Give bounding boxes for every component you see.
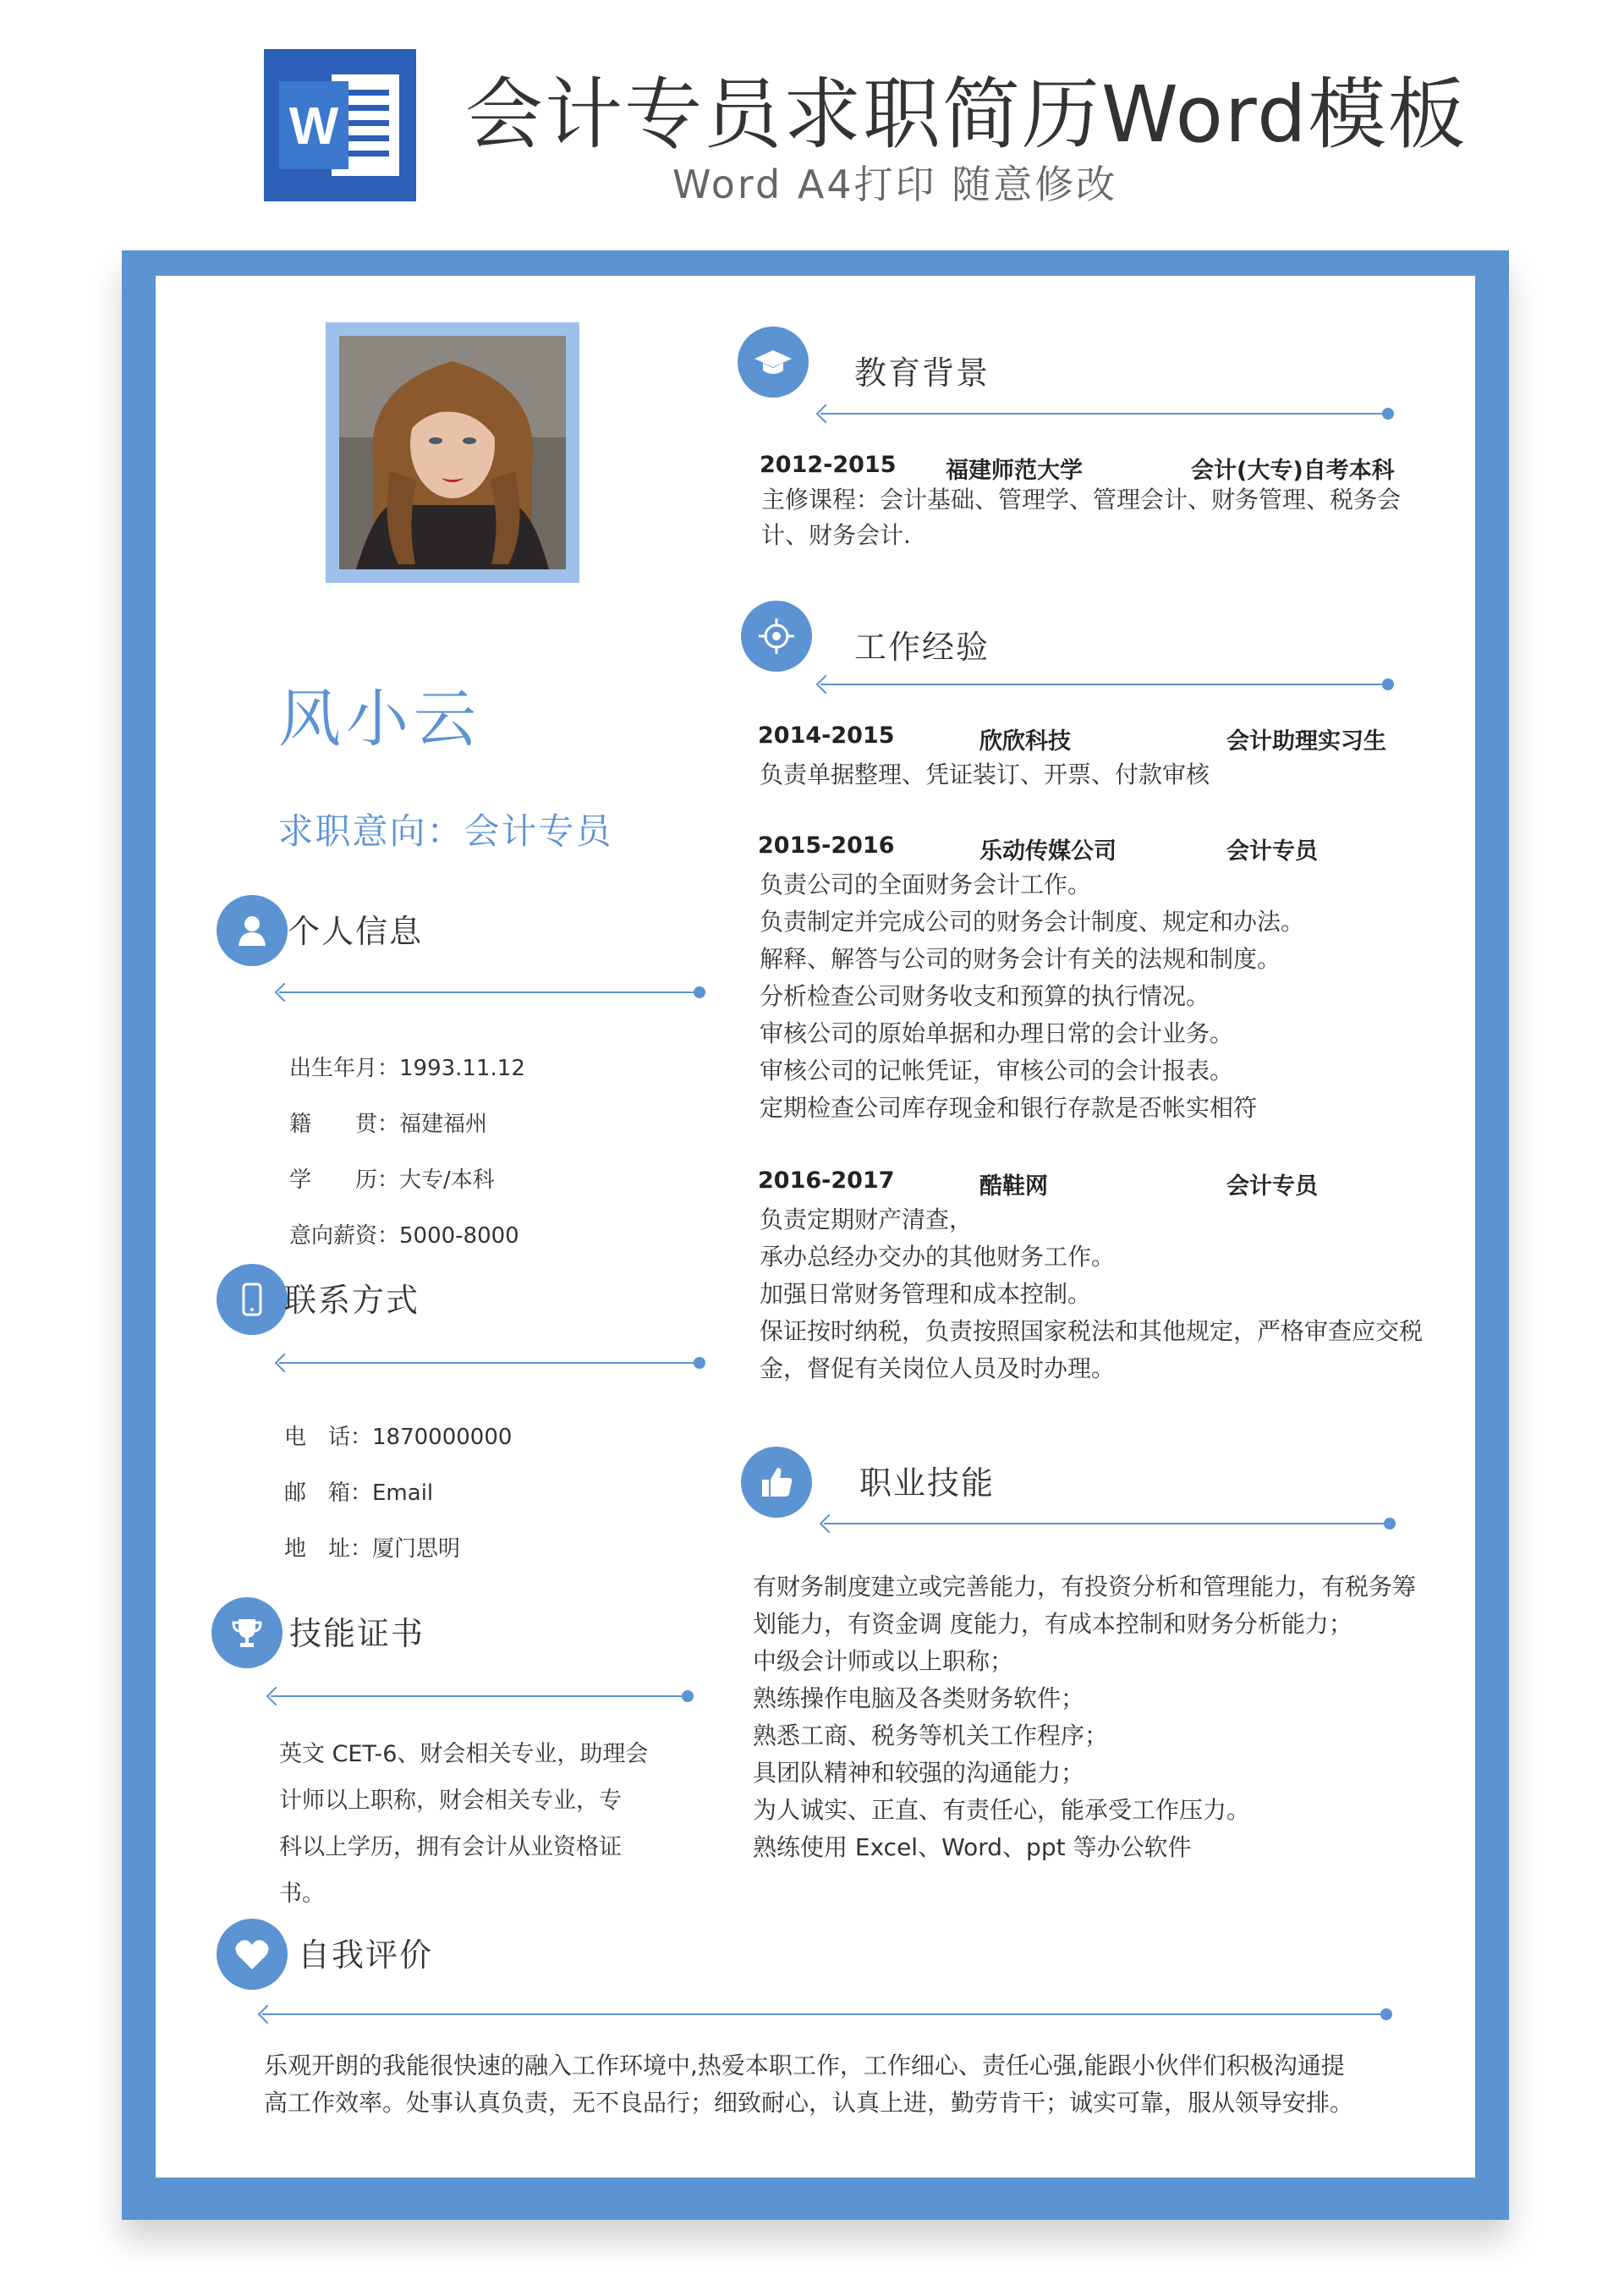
job-row (758, 1167, 1435, 1200)
job-line: 金，督促有关岗位人员及时办理。 (760, 1354, 1116, 1382)
skills-text (753, 1568, 1416, 1866)
certificates-line: 科以上学历，拥有会计从业资格证 (279, 1834, 622, 1860)
skills-line: 为人诚实、正直、有责任心，能承受工作压力。 (753, 1796, 1251, 1824)
certificates-divider (271, 1695, 689, 1697)
certificates-line: 计师以上职称，财会相关专业，专 (279, 1788, 622, 1814)
experience-divider (820, 684, 1389, 685)
self-evaluation-text (264, 2047, 1353, 2122)
education-period: 2012-2015 (760, 452, 897, 478)
info-birth: 出生年月：1993.11.12 (289, 1056, 525, 1081)
job-period: 2015-2016 (758, 832, 895, 859)
education-degree: 会计(大专)自考本科 (1191, 458, 1395, 484)
user-icon (217, 895, 288, 966)
job-description (760, 756, 1210, 794)
resume-paper (156, 276, 1475, 2178)
job-line: 审核公司的记帐凭证，审核公司的会计报表。 (760, 1057, 1234, 1085)
job-line: 负责定期财产清查， (760, 1206, 974, 1233)
job-company: 乐动传媒公司 (979, 838, 1116, 865)
job-description (760, 866, 1304, 1127)
job-intent: 求职意向：会计专员 (277, 810, 613, 852)
profile-photo (326, 322, 579, 583)
education-line: 主修课程：会计基础、管理学、管理会计、财务管理、税务会 (761, 486, 1402, 514)
skills-line: 具团队精神和较强的沟通能力； (753, 1759, 1085, 1787)
skills-line: 熟练操作电脑及各类财务软件； (753, 1684, 1085, 1712)
info-salary: 意向薪资：5000-8000 (289, 1223, 519, 1249)
graduation-cap-icon (738, 327, 809, 398)
job-line: 负责公司的全面财务会计工作。 (760, 871, 1092, 898)
education-school: 福建师范大学 (946, 458, 1083, 484)
skills-line: 熟练使用 Excel、Word、ppt 等办公软件 (753, 1833, 1192, 1861)
skills-line: 划能力，有资金调 度能力，有成本控制和财务分析能力； (753, 1610, 1352, 1638)
certificates-line: 英文 CET-6、财会相关专业，助理会 (279, 1741, 649, 1767)
contact-title: 联系方式 (284, 1282, 420, 1319)
resume-frame (122, 250, 1509, 2220)
job-line: 负责制定并完成公司的财务会计制度、规定和办法。 (760, 908, 1305, 936)
personal-info-title: 个人信息 (288, 913, 424, 950)
skills-title: 职业技能 (859, 1464, 996, 1502)
self-evaluation-line: 高工作效率。处事认真负责，无不良品行；细致耐心，认真上进，勤劳肯干；诚实可靠，服从领导安排。 (264, 2089, 1354, 2117)
contact-address: 地 址：厦门思明 (284, 1536, 461, 1562)
candidate-name: 风小云 (278, 683, 481, 755)
education-divider (820, 413, 1389, 415)
job-position: 会计专员 (1226, 1173, 1318, 1200)
skills-divider (824, 1523, 1391, 1524)
phone-icon (217, 1264, 288, 1335)
education-row (760, 452, 1436, 484)
self-evaluation-line: 乐观开朗的我能很快速的融入工作环境中,热爱本职工作，工作细心、责任心强,能跟小伙伴们积极沟通提 (264, 2052, 1345, 2079)
education-line: 计、财务会计. (761, 521, 911, 549)
portrait-image (339, 336, 566, 569)
job-line: 定期检查公司库存现金和银行存款是否帐实相符 (760, 1094, 1258, 1122)
thumbs-up-icon (741, 1447, 812, 1518)
job-position: 会计助理实习生 (1226, 728, 1386, 755)
self-evaluation-title: 自我评价 (298, 1936, 434, 1974)
experience-title: 工作经验 (854, 629, 990, 666)
page-subtitle: Word A4打印 随意修改 (672, 162, 1118, 207)
trophy-icon (211, 1597, 283, 1668)
job-line: 保证按时纳税，负责按照国家税法和其他规定，严格审查应交税 (760, 1317, 1424, 1345)
job-line: 承办总经办交办的其他财务工作。 (760, 1243, 1116, 1271)
job-line: 负责单据整理、凭证装订、开票、付款审核 (760, 761, 1210, 788)
job-company: 酷鞋网 (979, 1173, 1048, 1200)
skills-line: 中级会计师或以上职称； (753, 1647, 1014, 1675)
job-line: 解释、解答与公司的财务会计有关的法规和制度。 (760, 945, 1281, 973)
info-education: 学 历：大专/本科 (289, 1167, 495, 1193)
certificates-line: 书。 (279, 1881, 325, 1907)
target-icon (741, 601, 812, 672)
heart-icon (217, 1919, 288, 1990)
word-logo-icon (264, 49, 416, 201)
page-title: 会计专员求职简历Word模板 (465, 69, 1468, 160)
job-period: 2016-2017 (758, 1167, 895, 1194)
skills-line: 熟悉工商、税务等机关工作程序； (753, 1722, 1109, 1749)
job-company: 欣欣科技 (979, 728, 1071, 755)
certificates-title: 技能证书 (289, 1615, 425, 1652)
job-row (758, 722, 1435, 755)
education-title: 教育背景 (854, 354, 990, 392)
job-row (758, 832, 1435, 865)
job-line: 加强日常财务管理和成本控制。 (760, 1280, 1092, 1308)
job-period: 2014-2015 (758, 722, 895, 749)
info-hometown: 籍 贯：福建福州 (289, 1112, 488, 1137)
contact-phone: 电 话：1870000000 (284, 1425, 513, 1450)
job-line: 审核公司的原始单据和办理日常的会计业务。 (760, 1019, 1234, 1047)
personal-info-divider (279, 991, 700, 993)
word-logo-letter: W (288, 97, 339, 156)
contact-email: 邮 箱：Email (284, 1480, 434, 1506)
skills-line: 有财务制度建立或完善能力，有投资分析和管理能力，有税务筹 (753, 1573, 1417, 1601)
self-evaluation-divider (262, 2013, 1387, 2015)
job-line: 分析检查公司财务收支和预算的执行情况。 (760, 982, 1210, 1010)
contact-divider (279, 1362, 700, 1364)
certificates-text (279, 1731, 648, 1917)
job-position: 会计专员 (1226, 838, 1318, 865)
education-courses (761, 482, 1401, 553)
job-description (760, 1201, 1423, 1387)
